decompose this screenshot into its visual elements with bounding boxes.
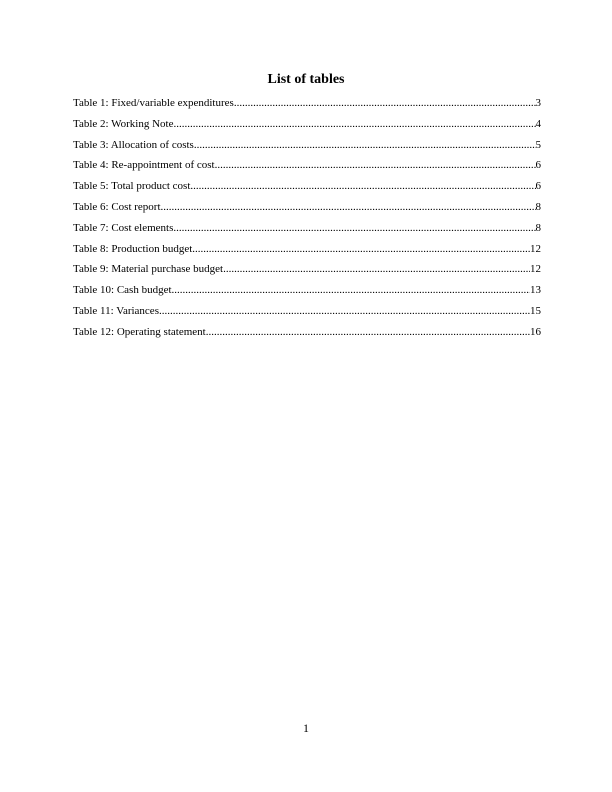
toc-entry-page: 12	[530, 242, 541, 255]
toc-entry-1[interactable]	[73, 96, 541, 117]
toc-entry-9[interactable]	[73, 262, 541, 283]
toc-entry-page: 4	[535, 117, 541, 130]
toc-entry-page: 6	[535, 159, 541, 172]
dot-leader	[172, 283, 530, 297]
toc-entry-label: Table 7: Cost elements	[73, 221, 174, 234]
toc-entry-label: Table 11: Variances	[73, 304, 159, 317]
toc-entry-page: 12	[530, 263, 541, 276]
dot-leader	[194, 138, 536, 152]
toc-entry-page: 6	[535, 180, 541, 193]
toc-entry-12[interactable]	[73, 325, 541, 346]
dot-leader	[173, 221, 535, 235]
toc-entry-3[interactable]	[73, 138, 541, 159]
toc-entry-page: 13	[530, 284, 541, 297]
dot-leader	[223, 262, 530, 276]
toc-entry-8[interactable]	[73, 242, 541, 263]
toc-entry-label: Table 1: Fixed/variable expenditures	[73, 97, 234, 109]
dot-leader	[161, 200, 536, 214]
dot-leader	[215, 158, 536, 172]
toc-entry-label: Table 3: Allocation of costs	[73, 138, 194, 151]
toc-entry-6[interactable]	[73, 200, 541, 221]
toc-entry-page: 5	[535, 138, 541, 151]
toc-entry-7[interactable]	[73, 221, 541, 242]
dot-leader	[234, 96, 536, 110]
toc-entry-label: Table 10: Cash budget	[73, 284, 172, 297]
toc-entry-2[interactable]	[73, 117, 541, 138]
toc-entry-label: Table 8: Production budget	[73, 242, 193, 255]
toc-entry-5[interactable]	[73, 179, 541, 200]
toc-entry-page: 16	[530, 325, 541, 338]
list-of-tables	[73, 96, 541, 346]
dot-leader	[190, 179, 535, 193]
toc-entry-11[interactable]	[73, 304, 541, 325]
page-number: 1	[303, 721, 309, 735]
dot-leader	[173, 117, 535, 131]
toc-entry-page: 8	[535, 221, 541, 234]
dot-leader	[159, 304, 530, 318]
dot-leader	[206, 325, 530, 339]
toc-entry-label: Table 5: Total product cost	[73, 180, 191, 193]
toc-entry-label: Table 2: Working Note	[73, 117, 174, 130]
toc-entry-label: Table 12: Operating statement	[73, 325, 206, 338]
toc-entry-label: Table 9: Material purchase budget	[73, 263, 224, 276]
toc-entry-4[interactable]	[73, 158, 541, 179]
toc-entry-label: Table 4: Re-appointment of cost	[73, 159, 215, 172]
toc-entry-page: 15	[530, 304, 541, 317]
toc-entry-label: Table 6: Cost report	[73, 200, 161, 213]
toc-entry-page: 8	[535, 200, 541, 213]
toc-entry-page: 3	[535, 97, 541, 109]
toc-entry-10[interactable]	[73, 283, 541, 304]
page-title: List of tables	[267, 72, 345, 87]
dot-leader	[192, 242, 530, 256]
